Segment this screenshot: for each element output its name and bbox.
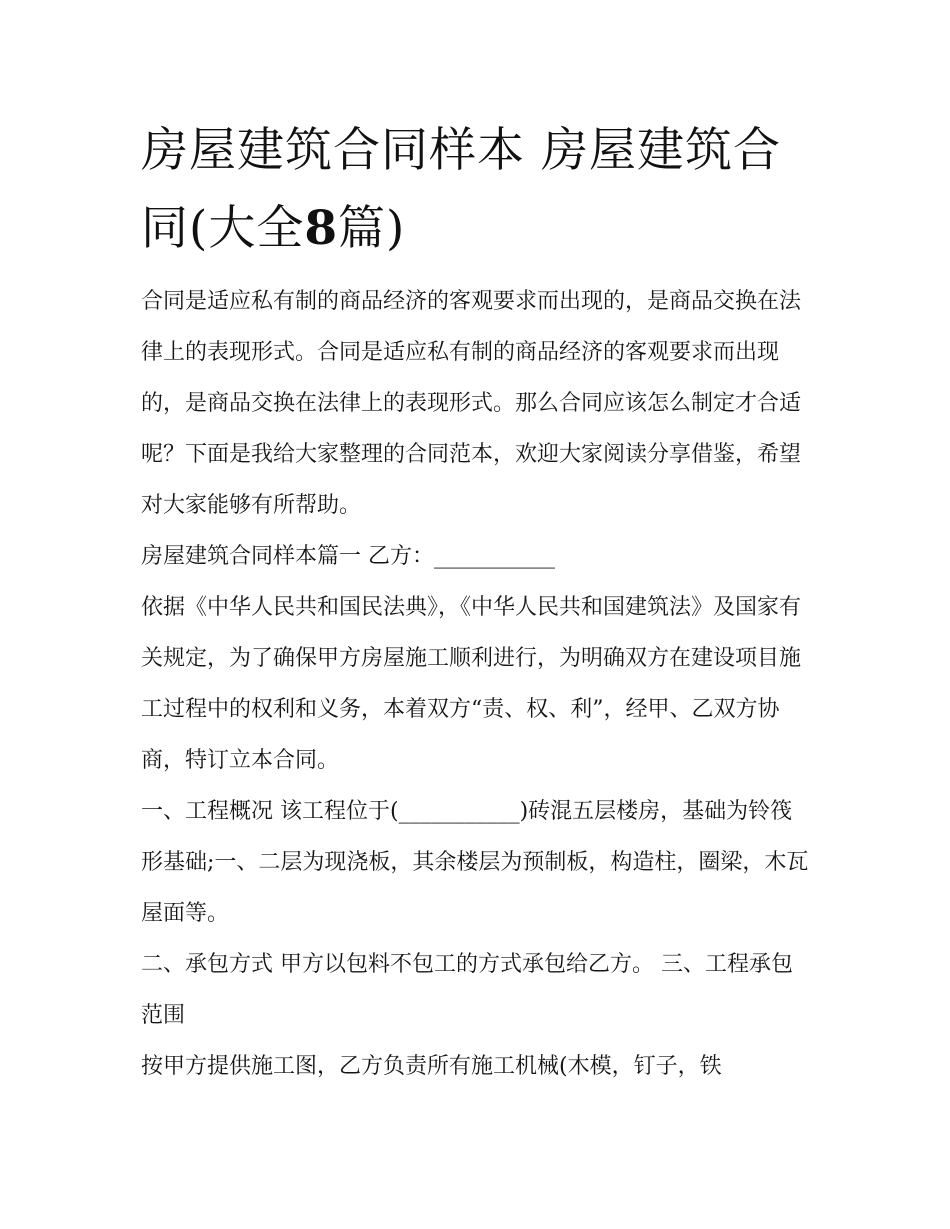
sample-heading-paragraph: 房屋建筑合同样本篇一 乙方：___________ (141, 544, 555, 569)
contract-method-paragraph: 二、承包方式 甲方以包料不包工的方式承包给乙方。 三、工程承包范围 (141, 952, 793, 1028)
document-title (141, 112, 813, 268)
document-body (141, 112, 813, 1092)
legal-basis-paragraph: 依据《中华人民共和国民法典》，《中华人民共和国建筑法》及国家有关规定，为了确保甲方房屋施工顺利进行，为明确双方在建设项目施工过程中的权利和义务，本着双方“责、权、利”，经甲、乙双方协商，特订立本合同。 (141, 595, 802, 773)
scope-paragraph: 按甲方提供施工图，乙方负责所有施工机械(木模，钉子，铁 (141, 1054, 722, 1079)
project-overview-paragraph: 一、工程概况 该工程位于(___________)砖混五层楼房，基础为铃筏形基础;一、二层为现浇板，其余楼层为预制板，构造柱，圈梁，木瓦屋面等。 (141, 799, 809, 926)
title-number: 8 (304, 201, 339, 256)
title-text: 房屋建筑合同样本 房屋建筑合同(大全 (141, 123, 781, 256)
intro-paragraph: 合同是适应私有制的商品经济的客观要求而出现的，是商品交换在法律上的表现形式。合同是适应私有制的商品经济的客观要求而出现的，是商品交换在法律上的表现形式。那么合同应该怎么制定才合适呢？下面是我给大家整理的合同范本，欢迎大家阅读分享借鉴，希望对大家能够有所帮助。 (141, 289, 802, 518)
title-suffix: 篇) (338, 201, 406, 256)
